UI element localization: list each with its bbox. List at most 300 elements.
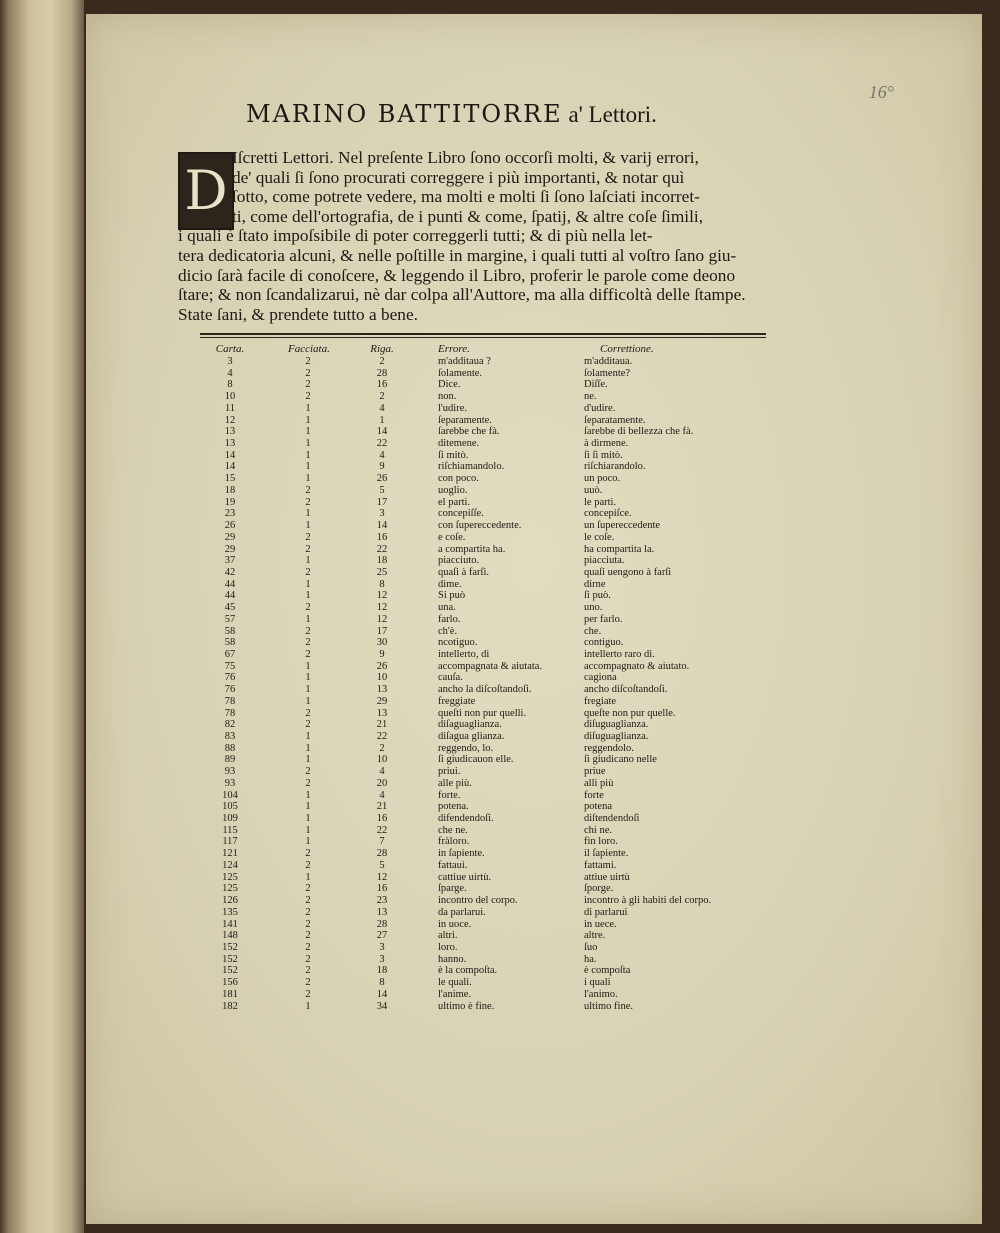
carta-cell: 11 xyxy=(224,402,236,414)
table-row xyxy=(200,872,780,884)
correttione-cell: un ſupereccedente xyxy=(584,520,661,532)
errore-cell: Si può xyxy=(438,590,466,602)
correttione-cell: cagiona xyxy=(584,672,617,684)
carta-cell: 13 xyxy=(224,438,236,450)
errore-cell: potena. xyxy=(438,801,469,813)
correttione-cell: à dirmene. xyxy=(584,438,629,450)
correttione-cell: attiue uirtù xyxy=(584,871,630,883)
errata-table xyxy=(200,340,780,1012)
errore-cell: ſarebbe che fà. xyxy=(438,426,500,438)
facciata-cell: 1 xyxy=(305,660,311,672)
riga-cell: 28 xyxy=(376,918,388,930)
errore-cell: ſolamente. xyxy=(438,367,483,379)
facciata-cell: 1 xyxy=(305,789,311,801)
errore-cell: hanno. xyxy=(438,953,467,965)
carta-cell: 8 xyxy=(227,379,233,391)
riga-cell: 16 xyxy=(376,379,388,391)
carta-cell: 23 xyxy=(224,508,236,520)
riga-cell: 3 xyxy=(379,941,385,953)
correttione-cell: priue xyxy=(584,766,606,778)
errore-cell: una. xyxy=(438,602,456,614)
table-row xyxy=(200,461,780,473)
correttione-cell: uuò. xyxy=(584,484,603,496)
errore-cell: reggendo, lo. xyxy=(438,742,494,754)
correttione-cell: intellerto raro di. xyxy=(584,648,655,660)
table-row xyxy=(200,919,780,931)
riga-cell: 9 xyxy=(379,648,385,660)
carta-cell: 125 xyxy=(222,883,238,895)
errore-cell: cauſa. xyxy=(438,672,463,684)
carta-cell: 78 xyxy=(224,695,236,707)
carta-cell: 58 xyxy=(224,625,236,637)
facciata-cell: 2 xyxy=(305,484,311,496)
correttione-cell: concepiſce. xyxy=(584,508,632,520)
carta-cell: 18 xyxy=(224,484,236,496)
errore-cell: freggiate xyxy=(438,695,476,707)
carta-cell: 14 xyxy=(224,461,236,473)
riga-cell: 30 xyxy=(376,637,388,649)
carta-cell: 75 xyxy=(224,660,236,672)
intro-line: dicio ſarà facile di conoſcere, & leggendo il Libro, proferir le parole come deono xyxy=(178,265,736,285)
riga-cell: 1 xyxy=(379,414,385,426)
correttione-cell: di parlarui xyxy=(584,906,628,918)
correttione-cell: m'additaua. xyxy=(584,356,633,367)
correttione-cell: ancho diſcoſtandoſi. xyxy=(584,684,668,696)
table-row xyxy=(200,883,780,895)
table-row xyxy=(200,403,780,415)
errore-cell: ſi mitò. xyxy=(438,449,469,461)
riga-cell: 14 xyxy=(376,520,388,532)
table-row xyxy=(200,790,780,802)
facciata-cell: 2 xyxy=(305,367,311,379)
errore-cell: concepiſſe. xyxy=(438,508,484,520)
errore-cell: Dice. xyxy=(438,379,461,391)
table-row xyxy=(200,567,780,579)
facciata-cell: 2 xyxy=(305,977,311,989)
carta-cell: 126 xyxy=(222,895,238,907)
folio-number: 16° xyxy=(868,82,894,102)
errore-cell: non. xyxy=(438,391,457,403)
errore-cell: priui. xyxy=(438,766,461,778)
riga-cell: 8 xyxy=(379,977,385,989)
intro-line: Iſcretti Lettori. Nel preſente Libro ſono occorſi molti, & varij errori, xyxy=(232,148,699,167)
errore-cell: a compartita ha. xyxy=(438,543,506,555)
riga-cell: 4 xyxy=(379,766,385,778)
errore-cell: e coſe. xyxy=(438,531,466,543)
correttione-cell: fattami. xyxy=(584,859,617,871)
carta-cell: 105 xyxy=(222,801,238,813)
facciata-cell: 1 xyxy=(305,742,311,754)
facciata-cell: 1 xyxy=(305,684,311,696)
carta-cell: 44 xyxy=(224,590,236,602)
carta-cell: 3 xyxy=(227,356,233,367)
riga-cell: 4 xyxy=(379,402,385,414)
table-row xyxy=(200,766,780,778)
facciata-cell: 1 xyxy=(305,461,311,473)
carta-cell: 109 xyxy=(222,813,238,825)
page-title xyxy=(246,100,766,128)
carta-cell: 182 xyxy=(222,1000,238,1012)
riga-cell: 12 xyxy=(376,871,388,883)
correttione-cell: ultimo fine. xyxy=(584,1000,633,1012)
table-row xyxy=(200,848,780,860)
riga-cell: 3 xyxy=(379,953,385,965)
errore-cell: queſti non pur quelli. xyxy=(438,707,527,719)
table-row xyxy=(200,661,780,673)
riga-cell: 13 xyxy=(376,906,388,918)
errore-cell: ſeparamente. xyxy=(438,414,492,426)
header-riga: Riga. xyxy=(370,343,394,355)
errore-cell: dime. xyxy=(438,578,462,590)
errore-cell: altri. xyxy=(438,930,458,942)
carta-cell: 124 xyxy=(222,859,238,871)
table-row xyxy=(200,532,780,544)
errore-cell: con ſupereccedente. xyxy=(438,520,522,532)
facciata-cell: 2 xyxy=(305,566,311,578)
carta-cell: 29 xyxy=(224,543,236,555)
riga-cell: 22 xyxy=(376,438,388,450)
errore-cell: intellerto, di xyxy=(438,648,490,660)
table-row xyxy=(200,930,780,942)
table-row xyxy=(200,485,780,497)
riga-cell: 27 xyxy=(376,930,388,942)
errore-cell: el parti. xyxy=(438,496,471,508)
facciata-cell: 2 xyxy=(305,941,311,953)
riga-cell: 28 xyxy=(376,848,388,860)
riga-cell: 29 xyxy=(376,695,388,707)
table-row xyxy=(200,825,780,837)
table-row xyxy=(200,508,780,520)
errore-cell: diſaguaglianza. xyxy=(438,719,502,731)
table-row xyxy=(200,602,780,614)
facciata-cell: 1 xyxy=(305,613,311,625)
carta-cell: 83 xyxy=(224,731,236,742)
riga-cell: 2 xyxy=(379,742,385,754)
facciata-cell: 2 xyxy=(305,543,311,555)
correttione-cell: che. xyxy=(584,625,602,637)
correttione-cell: un poco. xyxy=(584,473,621,485)
errore-cell: le quali. xyxy=(438,977,472,989)
facciata-cell: 2 xyxy=(305,637,311,649)
carta-cell: 44 xyxy=(224,578,236,590)
errore-cell: farlo. xyxy=(438,613,461,625)
errore-cell: accompagnata & aiutata. xyxy=(438,660,543,672)
facciata-cell: 2 xyxy=(305,918,311,930)
facciata-cell: 2 xyxy=(305,988,311,1000)
header-facciata: Facciata. xyxy=(288,343,330,355)
carta-cell: 135 xyxy=(222,906,238,918)
facciata-cell: 1 xyxy=(305,414,311,426)
table-row xyxy=(200,954,780,966)
facciata-cell: 2 xyxy=(305,602,311,614)
carta-cell: 125 xyxy=(222,871,238,883)
correttione-cell: le parti. xyxy=(584,496,617,508)
title-rest: a' Lettori. xyxy=(562,102,657,127)
correttione-cell: potena xyxy=(584,801,612,813)
riga-cell: 34 xyxy=(376,1000,388,1012)
header-carta: Carta. xyxy=(215,343,245,355)
correttione-cell: le coſe. xyxy=(584,531,615,543)
carta-cell: 26 xyxy=(224,520,236,532)
carta-cell: 104 xyxy=(222,789,238,801)
table-row xyxy=(200,626,780,638)
errore-cell: difendendoſi. xyxy=(438,813,494,825)
carta-cell: 57 xyxy=(224,613,236,625)
errore-cell: piacciuto. xyxy=(438,555,480,567)
initial-letter: D xyxy=(184,159,228,222)
errore-cell: loro. xyxy=(438,941,458,953)
correttione-cell: ne. xyxy=(584,391,597,403)
errore-cell: quaſi à farſi. xyxy=(438,566,490,578)
table-row xyxy=(200,450,780,462)
riga-cell: 8 xyxy=(379,578,385,590)
errore-cell: forte. xyxy=(438,789,461,801)
correttione-cell: diſtendendoſi xyxy=(584,813,640,825)
carta-cell: 93 xyxy=(224,777,236,789)
riga-cell: 4 xyxy=(379,789,385,801)
correttione-cell: ſporge. xyxy=(584,883,614,895)
correttione-cell: fregiate xyxy=(584,695,617,707)
errore-cell: m'additaua ? xyxy=(438,356,491,367)
carta-cell: 156 xyxy=(222,977,238,989)
divider-rule xyxy=(200,333,766,335)
riga-cell: 20 xyxy=(376,777,388,789)
header-correttione: Correttione. xyxy=(600,343,654,355)
facciata-cell: 1 xyxy=(305,813,311,825)
intro-line: i quali è ſtato impoſsibile di poter correggerli tutti; & di più nella let- xyxy=(178,226,653,246)
riga-cell: 16 xyxy=(376,883,388,895)
correttione-cell: queſte non pur quelle. xyxy=(584,707,676,719)
riga-cell: 5 xyxy=(379,484,385,496)
facciata-cell: 1 xyxy=(305,438,311,450)
carta-cell: 76 xyxy=(224,684,236,696)
errata-header xyxy=(200,340,780,356)
correttione-cell: incontro à gli habiti del corpo. xyxy=(584,895,712,907)
errore-cell: ch'è. xyxy=(438,625,458,637)
table-row xyxy=(200,672,780,684)
riga-cell: 17 xyxy=(376,496,388,508)
correttione-cell: ſuo xyxy=(584,941,598,953)
correttione-cell: i quali xyxy=(584,977,611,989)
errore-cell: fattaui. xyxy=(438,859,468,871)
intro-line: tera dedicatoria alcuni, & nelle poſtille in margine, i quali tutti al voſtro ſano giu- xyxy=(178,245,737,265)
errore-cell: è la compoſta. xyxy=(438,965,498,977)
facciata-cell: 2 xyxy=(305,930,311,942)
carta-cell: 141 xyxy=(222,918,238,930)
table-row xyxy=(200,719,780,731)
errore-cell: incontro del corpo. xyxy=(438,895,518,907)
table-row xyxy=(200,942,780,954)
table-row xyxy=(200,684,780,696)
facciata-cell: 2 xyxy=(305,848,311,860)
carta-cell: 148 xyxy=(222,930,238,942)
facciata-cell: 2 xyxy=(305,906,311,918)
facciata-cell: 2 xyxy=(305,766,311,778)
table-row xyxy=(200,708,780,720)
facciata-cell: 2 xyxy=(305,379,311,391)
riga-cell: 23 xyxy=(376,895,388,907)
carta-cell: 117 xyxy=(222,836,238,848)
errore-cell: fràloro. xyxy=(438,836,470,848)
carta-cell: 45 xyxy=(224,602,236,614)
riga-cell: 18 xyxy=(376,965,388,977)
carta-cell: 19 xyxy=(224,496,236,508)
table-row xyxy=(200,965,780,977)
facciata-cell: 1 xyxy=(305,1000,311,1012)
riga-cell: 2 xyxy=(379,391,385,403)
table-row xyxy=(200,860,780,872)
carta-cell: 10 xyxy=(224,391,236,403)
carta-cell: 67 xyxy=(224,648,236,660)
book-binding-left-page xyxy=(0,0,84,1233)
facciata-cell: 2 xyxy=(305,648,311,660)
table-row xyxy=(200,590,780,602)
table-row xyxy=(200,836,780,848)
facciata-cell: 2 xyxy=(305,719,311,731)
table-row xyxy=(200,555,780,567)
riga-cell: 3 xyxy=(379,508,385,520)
riga-cell: 21 xyxy=(376,801,388,813)
correttione-cell: ſolamente? xyxy=(584,367,631,379)
errore-cell: con poco. xyxy=(438,473,479,485)
title-caps: MARINO BATTITORRE xyxy=(246,100,563,128)
carta-cell: 13 xyxy=(224,426,236,438)
errata-rows xyxy=(200,356,780,1012)
correttione-cell: accompagnato & aiutato. xyxy=(584,660,690,672)
riga-cell: 12 xyxy=(376,602,388,614)
facciata-cell: 1 xyxy=(305,871,311,883)
carta-cell: 88 xyxy=(224,742,236,754)
errore-cell: in ſapiente. xyxy=(438,848,485,860)
table-row xyxy=(200,473,780,485)
riga-cell: 13 xyxy=(376,707,388,719)
facciata-cell: 2 xyxy=(305,895,311,907)
correttione-cell: Diſſe. xyxy=(584,379,608,391)
carta-cell: 14 xyxy=(224,449,236,461)
errore-cell: ancho la diſcoſtandoſi. xyxy=(438,684,532,696)
errore-cell: alle più. xyxy=(438,777,472,789)
table-row xyxy=(200,415,780,427)
table-row xyxy=(200,813,780,825)
table-row xyxy=(200,989,780,1001)
facciata-cell: 1 xyxy=(305,590,311,602)
carta-cell: 58 xyxy=(224,637,236,649)
facciata-cell: 1 xyxy=(305,754,311,766)
facciata-cell: 1 xyxy=(305,836,311,848)
carta-cell: 37 xyxy=(224,555,236,567)
table-row xyxy=(200,368,780,380)
correttione-cell: alli più xyxy=(584,777,614,789)
table-row xyxy=(200,743,780,755)
carta-cell: 42 xyxy=(224,566,236,578)
riga-cell: 12 xyxy=(376,613,388,625)
riga-cell: 26 xyxy=(376,473,388,485)
riga-cell: 5 xyxy=(379,859,385,871)
intro-line: ſotto, come potrete vedere, ma molti e molti ſi ſono laſciati incorret- xyxy=(232,187,700,207)
errore-cell: ſi giudicauon elle. xyxy=(438,754,514,766)
errore-cell: uoglio. xyxy=(438,484,468,496)
facciata-cell: 1 xyxy=(305,672,311,684)
riga-cell: 22 xyxy=(376,731,388,742)
riga-cell: 16 xyxy=(376,813,388,825)
riga-cell: 7 xyxy=(379,836,385,848)
correttione-cell: diſuguaglianza. xyxy=(584,731,649,742)
correttione-cell: fin loro. xyxy=(584,836,618,848)
riga-cell: 4 xyxy=(379,449,385,461)
riga-cell: 13 xyxy=(376,684,388,696)
table-row xyxy=(200,579,780,591)
correttione-cell: ha compartita la. xyxy=(584,543,655,555)
intro-line: de' quali ſi ſono procurati correggere i più importanti, & notar quì xyxy=(232,167,685,187)
table-row xyxy=(200,696,780,708)
carta-cell: 181 xyxy=(222,988,238,1000)
correttione-cell: riſchiarandolo. xyxy=(584,461,646,473)
riga-cell: 2 xyxy=(379,356,385,367)
carta-cell: 152 xyxy=(222,941,238,953)
facciata-cell: 1 xyxy=(305,801,311,813)
carta-cell: 12 xyxy=(224,414,236,426)
riga-cell: 14 xyxy=(376,426,388,438)
carta-cell: 78 xyxy=(224,707,236,719)
correttione-cell: ſarebbe di bellezza che fà. xyxy=(584,426,694,438)
table-row xyxy=(200,497,780,509)
facciata-cell: 1 xyxy=(305,520,311,532)
correttione-cell: in uece. xyxy=(584,918,617,930)
facciata-cell: 2 xyxy=(305,859,311,871)
header-errore: Errore. xyxy=(438,343,470,355)
facciata-cell: 1 xyxy=(305,555,311,567)
errore-cell: ultimo è fine. xyxy=(438,1000,495,1012)
facciata-cell: 1 xyxy=(305,731,311,742)
riga-cell: 25 xyxy=(376,566,388,578)
table-row xyxy=(200,426,780,438)
correttione-cell: il ſapiente. xyxy=(584,848,629,860)
carta-cell: 152 xyxy=(222,965,238,977)
table-row xyxy=(200,907,780,919)
correttione-cell: ha. xyxy=(584,953,597,965)
table-row xyxy=(200,614,780,626)
facciata-cell: 1 xyxy=(305,402,311,414)
carta-cell: 121 xyxy=(222,848,238,860)
riga-cell: 10 xyxy=(376,754,388,766)
correttione-cell: diſuguaglianza. xyxy=(584,719,649,731)
intro-line: ti, come dell'ortografia, de i punti & come, ſpatij, & altre coſe ſimili, xyxy=(232,206,704,226)
facciata-cell: 1 xyxy=(305,508,311,520)
table-row xyxy=(200,649,780,661)
table-row xyxy=(200,438,780,450)
facciata-cell: 1 xyxy=(305,578,311,590)
correttione-cell: per farlo. xyxy=(584,613,623,625)
correttione-cell: è compoſta xyxy=(584,965,631,977)
correttione-cell: contiguo. xyxy=(584,637,624,649)
facciata-cell: 2 xyxy=(305,391,311,403)
errore-cell: da parlarui. xyxy=(438,906,486,918)
riga-cell: 26 xyxy=(376,660,388,672)
riga-cell: 12 xyxy=(376,590,388,602)
table-row xyxy=(200,977,780,989)
correttione-cell: ſi può. xyxy=(584,590,611,602)
facciata-cell: 2 xyxy=(305,965,311,977)
intro-line: State ſani, & prendete tutto a bene. xyxy=(178,304,418,324)
riga-cell: 18 xyxy=(376,555,388,567)
table-row xyxy=(200,778,780,790)
riga-cell: 16 xyxy=(376,531,388,543)
riga-cell: 14 xyxy=(376,988,388,1000)
carta-cell: 29 xyxy=(224,531,236,543)
table-row xyxy=(200,379,780,391)
riga-cell: 10 xyxy=(376,672,388,684)
carta-cell: 115 xyxy=(222,824,238,836)
